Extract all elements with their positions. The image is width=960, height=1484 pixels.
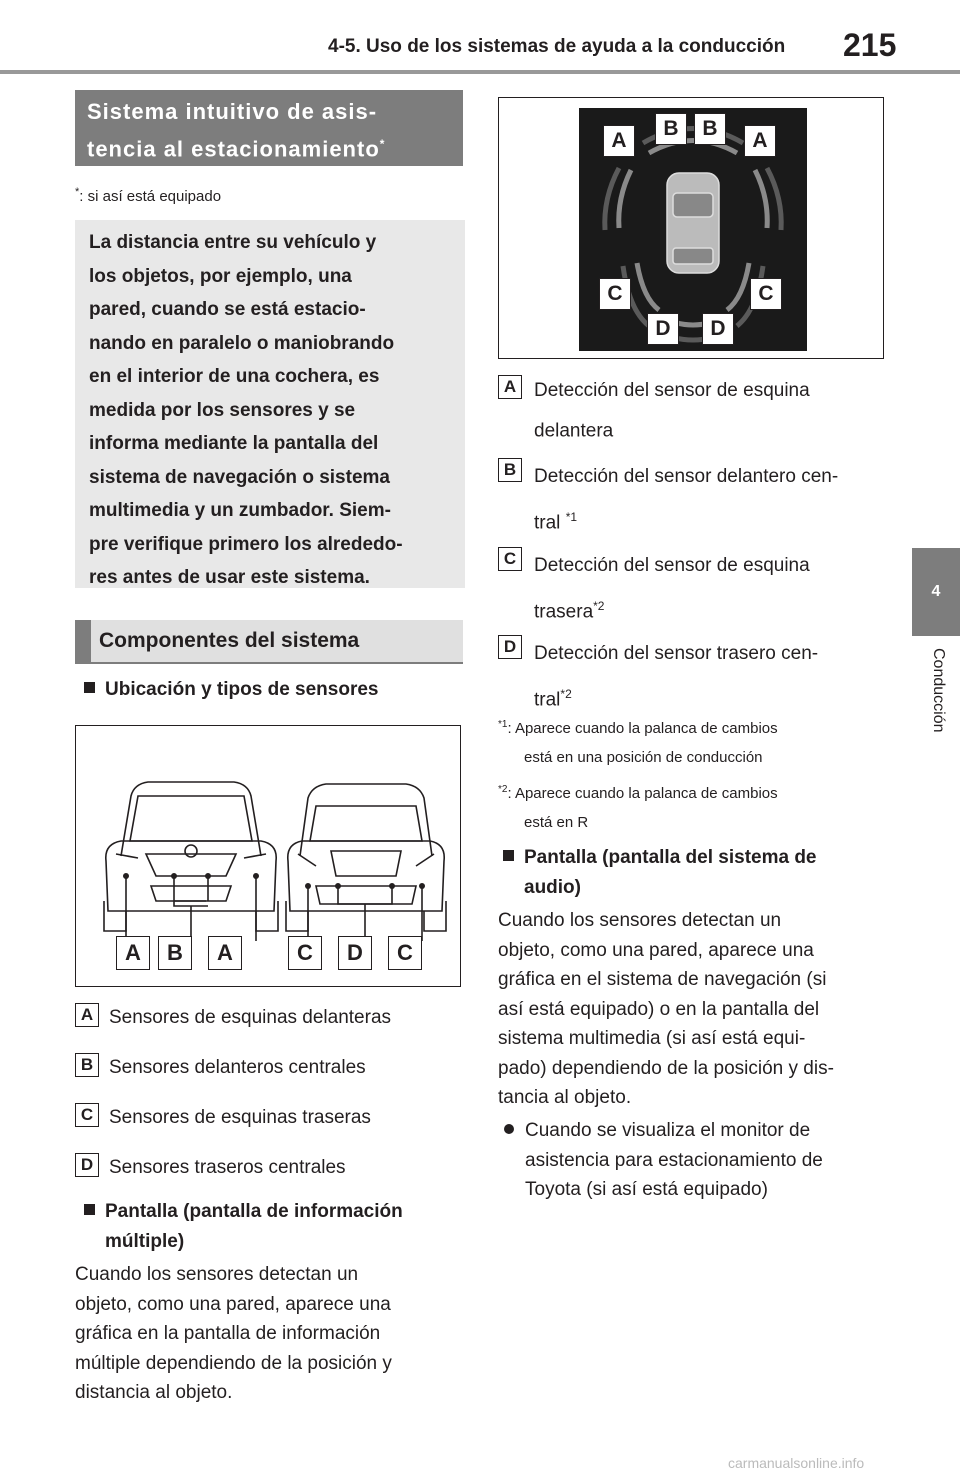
info-line: pared, cuando se está estacio- — [89, 299, 366, 320]
components-heading: Componentes del sistema — [75, 620, 463, 664]
legend-right-a: Detección del sensor de esquina delantera — [534, 380, 810, 442]
note-2: $^{*2}$: Aparece cuando la palanca de cambios está en R — [498, 784, 778, 831]
info-line: nando en paralelo o maniobrando — [89, 332, 395, 354]
fig1-label: C — [388, 936, 422, 970]
legend-key-d: D — [75, 1153, 99, 1177]
right-body: Cuando los sensores detectan un objeto, como una pared, aparece una gráfica en el sistema de navegación (si así está equipado) o en la pantalla del sistema multimedia (si así está equi- pado) dependiendo de la posición y dis- tancia al objeto. — [498, 910, 834, 1108]
section-title: 4-5. Uso de los sistemas de ayuda a la conducción — [328, 36, 786, 57]
mid-display-heading: Pantalla (pantalla de información múltiple) — [84, 1197, 403, 1257]
legend-text-b: Sensores delanteros centrales — [109, 1057, 366, 1078]
square-bullet-icon — [503, 850, 514, 861]
right-bullet: Cuando se visualiza el monitor de asistencia para estacionamiento de Toyota (si así está equipado) — [504, 1116, 823, 1205]
fig2-label: B — [655, 113, 687, 145]
fig2-label: D — [647, 313, 679, 345]
note-1: $^{*1}$: Aparece cuando la palanca de cambios está en una posición de conducción — [498, 719, 778, 766]
legend-key-b: B — [75, 1053, 99, 1077]
mid-body: Cuando los sensores detectan un objeto, como una pared, aparece una gráfica en la pantalla de información múltiple dependiendo de la posición y distancia al objeto. — [75, 1264, 392, 1403]
info-box — [75, 220, 465, 588]
sensor-location-figure — [75, 725, 461, 987]
legend-right-d: Detección del sensor trasero cen- tral$^{*2}$ — [534, 643, 819, 711]
legend-key-b-right: B — [498, 458, 522, 482]
info-line: sistema de navegación o sistema — [89, 466, 390, 488]
legend-key-a: A — [75, 1003, 99, 1027]
legend-key-c-right: C — [498, 547, 522, 571]
info-line: multimedia y un zumbador. Siem- — [89, 500, 391, 521]
fig2-label: C — [750, 278, 782, 310]
fig1-label: D — [338, 936, 372, 970]
watermark: carmanualsonline.info — [728, 1455, 865, 1471]
legend-key-c: C — [75, 1103, 99, 1127]
info-line: medida por los sensores y se — [89, 399, 356, 421]
info-line: en el interior de una cochera, es — [89, 366, 380, 387]
fig2-label: C — [599, 278, 631, 310]
legend-key-d-right: D — [498, 635, 522, 659]
fig1-label: B — [158, 936, 192, 970]
fig2-label: A — [744, 125, 776, 157]
legend-text-c: Sensores de esquinas traseras — [109, 1107, 371, 1128]
dot-bullet-icon — [504, 1124, 514, 1134]
fig2-label: B — [694, 113, 726, 145]
square-bullet-icon — [84, 682, 95, 693]
fig1-label: A — [208, 936, 242, 970]
info-line: res antes de usar este sistema. — [89, 567, 370, 588]
legend-right-b: Detección del sensor delantero cen- tral $^{*1}$ — [534, 466, 839, 534]
info-line: La distancia entre su vehículo y — [89, 232, 377, 253]
audio-display-heading: Pantalla (pantalla del sistema de audio) — [503, 843, 817, 903]
info-line: los objetos, por ejemplo, una — [89, 265, 352, 287]
fig2-label: A — [603, 125, 635, 157]
display-figure — [498, 97, 884, 359]
legend-text-d: Sensores traseros centrales — [109, 1157, 346, 1178]
info-line: informa mediante la pantalla del — [89, 433, 379, 454]
legend-text-a: Sensores de esquinas delanteras — [109, 1007, 392, 1028]
header-rule — [0, 70, 960, 74]
square-bullet-icon — [84, 1204, 95, 1215]
parking-display-icon — [499, 98, 882, 357]
title-line-1: Sistema intuitivo de asis- — [87, 99, 378, 124]
info-line: pre verifique primero los alrededo- — [89, 533, 403, 555]
equipped-footnote: *: si así está equipado — [75, 186, 222, 205]
title-line-2: tencia al estacionamiento* — [87, 136, 386, 162]
legend-right-c: Detección del sensor de esquina trasera$^{*2}$ — [534, 555, 810, 623]
fig1-label: A — [116, 936, 150, 970]
fig2-label: D — [702, 313, 734, 345]
legend-key-a-right: A — [498, 375, 522, 399]
chapter-label: Conducción — [930, 648, 947, 733]
chapter-tab: 4 — [912, 548, 960, 636]
sensors-heading: Ubicación y tipos de sensores — [84, 675, 378, 705]
page-number: 215 — [843, 27, 897, 63]
fig1-label: C — [288, 936, 322, 970]
system-title-box — [75, 90, 463, 166]
title-mark: * — [379, 137, 386, 151]
